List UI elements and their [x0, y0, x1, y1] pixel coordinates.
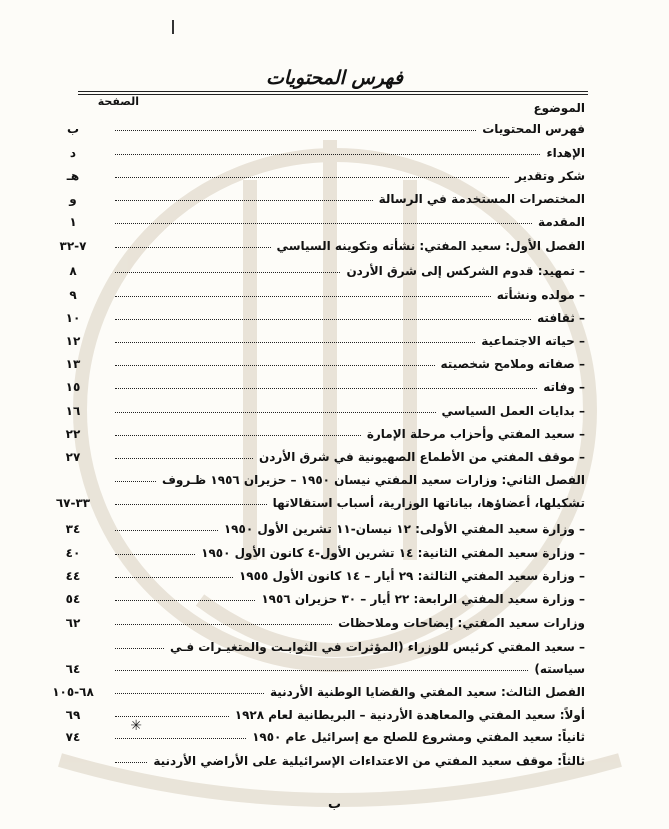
toc-entry	[45, 448, 585, 470]
leader-dots	[115, 177, 509, 178]
toc-entry-page: ٧-٣٢	[59, 239, 87, 253]
leader-dots	[115, 412, 436, 413]
leader-dots	[115, 530, 218, 531]
toc-entry-title: تشكيلها، أعضاؤها، بياناتها الوزارية، أسباب استقالاتها	[272, 496, 585, 510]
leader-dots	[115, 435, 361, 436]
toc-entry-page: ٢٧	[65, 450, 81, 464]
toc-entry	[45, 402, 585, 424]
leader-dots	[115, 130, 476, 131]
leader-dots	[115, 223, 532, 224]
leader-dots	[115, 716, 229, 717]
toc-entry-title: – وزارة سعيد المفتي الثانية: ١٤ تشرين الأول-٤ كانون الأول ١٩٥٠	[201, 546, 585, 560]
leader-dots	[115, 738, 246, 739]
leader-dots	[115, 624, 332, 625]
leader-dots	[115, 458, 253, 459]
toc-entry-page: ١	[69, 215, 77, 229]
toc-entry-page: ٤٤	[65, 569, 81, 583]
toc-entry-title: وزارات سعيد المفتي: إيضاحات وملاحظات	[338, 616, 585, 630]
toc-entry-title: – ثقافته	[537, 311, 585, 325]
toc-entry-page: ب	[66, 122, 80, 136]
toc-entry-page: ٧٤	[65, 730, 81, 744]
toc-entry-title: فهرس المحتويات	[482, 122, 585, 136]
toc-entry-page: ١٠	[65, 311, 81, 325]
toc-entry	[45, 590, 585, 612]
toc-entry	[45, 237, 585, 259]
leader-dots	[115, 504, 267, 505]
leader-dots	[115, 577, 233, 578]
leader-dots	[115, 319, 531, 320]
column-header-subject: الموضوع	[533, 101, 585, 115]
toc-entry	[45, 167, 585, 189]
toc-entry	[45, 752, 585, 774]
toc-entry-page: ٦٩	[65, 708, 81, 722]
asterisk-mark: ✳	[130, 718, 142, 734]
leader-dots	[115, 648, 164, 649]
toc-entry	[45, 614, 585, 636]
toc-entry	[45, 471, 585, 493]
toc-entry-title: أولاً: سعيد المفتي والمعاهدة الأردنية – البريطانية لعام ١٩٢٨	[234, 708, 585, 722]
toc-entry-page: ٢٢	[65, 427, 81, 441]
leader-dots	[115, 272, 340, 273]
page-number: ب	[327, 797, 342, 812]
toc-entry-page: ٩	[69, 288, 77, 302]
toc-entry	[45, 706, 585, 728]
toc-entry-title: – وزارة سعيد المفتي الثالثة: ٢٩ أيار – ١٤ كانون الأول ١٩٥٥	[238, 569, 585, 583]
toc-entry	[45, 190, 585, 212]
toc-entry-page: ٣٤	[65, 522, 81, 536]
toc-entry-title: – وزارة سعيد المفتي الرابعة: ٢٢ أيار – ٣٠ حزيران ١٩٥٦	[261, 592, 585, 606]
toc-entry	[45, 378, 585, 400]
toc-entry-title: الفصل الثالث: سعيد المفتي والقضايا الوطنية الأردنية	[269, 685, 585, 699]
toc-entry-title: – سعيد المفتي وأحزاب مرحلة الإمارة	[366, 427, 585, 441]
toc-entry	[45, 494, 585, 516]
toc-entry-page: ٦٨-١٠٥	[52, 685, 94, 699]
toc-entry	[45, 332, 585, 354]
toc-entry-page: ١٢	[65, 334, 81, 348]
toc-entry	[45, 683, 585, 705]
leader-dots	[115, 342, 475, 343]
toc-entry-title: – سعيد المفتي كرئيس للوزراء (المؤثرات في الثوابـت والمتغيـرات فـي	[170, 640, 585, 654]
toc-entry-page: ٦٤	[65, 662, 81, 676]
toc-entry	[45, 660, 585, 682]
toc-entry-page: ٨	[69, 264, 77, 278]
toc-entry-title: سياسته)	[534, 662, 585, 676]
toc-entry	[45, 638, 585, 660]
toc-entry-title: – وزارة سعيد المفتي الأولى: ١٢ نيسان-١١ تشرين الأول ١٩٥٠	[223, 522, 585, 536]
toc-entry	[45, 286, 585, 308]
leader-dots	[115, 670, 528, 671]
toc-entry-title: المقدمة	[538, 215, 585, 229]
toc-entry	[45, 728, 585, 750]
toc-entry-title: ثالثاً: موقف سعيد المفتي من الاعتداءات الإسرائيلية على الأراضي الأردنية	[153, 754, 585, 768]
toc-entry	[45, 144, 585, 166]
leader-dots	[115, 600, 255, 601]
toc-entry-page: د	[69, 146, 77, 160]
column-header-page: الصفحة	[97, 95, 139, 108]
toc-entry-page: ١٦	[65, 404, 81, 418]
toc-entry	[45, 309, 585, 331]
toc-entry-title: – بدايات العمل السياسي	[441, 404, 585, 418]
toc-entry-page: هـ	[66, 169, 80, 183]
toc-entry	[45, 567, 585, 589]
toc-entry-title: المختصرات المستخدمة في الرسالة	[378, 192, 585, 206]
toc-entry-title: – مولده ونشأته	[496, 288, 585, 302]
page-title: فهرس المحتويات	[266, 67, 403, 89]
toc-entry	[45, 355, 585, 377]
toc-entry-title: – وفاته	[543, 380, 585, 394]
leader-dots	[115, 365, 435, 366]
toc-entry-page: ٤٠	[65, 546, 81, 560]
leader-dots	[115, 296, 491, 297]
toc-entry-page: ٣٣-٦٧	[55, 496, 91, 510]
title-underline	[78, 91, 588, 95]
toc-entry-title: شكر وتقدير	[515, 169, 585, 183]
toc-entry-title: – موقف المفتي من الأطماع الصهيونية في شرق الأردن	[258, 450, 585, 464]
toc-entry-page: ٦٢	[65, 616, 81, 630]
leader-dots	[115, 388, 537, 389]
toc-entry-page: و	[69, 192, 77, 206]
toc-entry-title: الفصل الأول: سعيد المفتي: نشأته وتكوينه السياسي	[276, 239, 585, 253]
toc-entry	[45, 520, 585, 542]
toc-entry	[45, 120, 585, 142]
leader-dots	[115, 693, 264, 694]
toc-entry-page: ١٥	[65, 380, 81, 394]
toc-entry-page: ٥٤	[65, 592, 81, 606]
toc-entry-title: الإهداء	[546, 146, 585, 160]
leader-dots	[115, 154, 540, 155]
toc-entry	[45, 544, 585, 566]
leader-dots	[115, 554, 195, 555]
toc-entry-title: – صفاته وملامح شخصيته	[440, 357, 585, 371]
leader-dots	[115, 481, 156, 482]
leader-dots	[115, 247, 271, 248]
toc-entry-title: الفصل الثاني: وزارات سعيد المفتي نيسان ١٩٥٠ – حزيران ١٩٥٦ ظـروف	[161, 473, 585, 487]
toc-entry-title: – تمهيد: قدوم الشركس إلى شرق الأردن	[346, 264, 585, 278]
toc-entry-title: – حياته الاجتماعية	[481, 334, 585, 348]
toc-entry	[45, 262, 585, 284]
toc-entry	[45, 425, 585, 447]
top-mark	[172, 20, 174, 34]
toc-entry-page: ١٣	[65, 357, 81, 371]
leader-dots	[115, 762, 147, 763]
toc-entry	[45, 213, 585, 235]
toc-entry-title: ثانياً: سعيد المفتي ومشروع للصلح مع إسرائيل عام ١٩٥٠	[252, 730, 585, 744]
leader-dots	[115, 200, 373, 201]
